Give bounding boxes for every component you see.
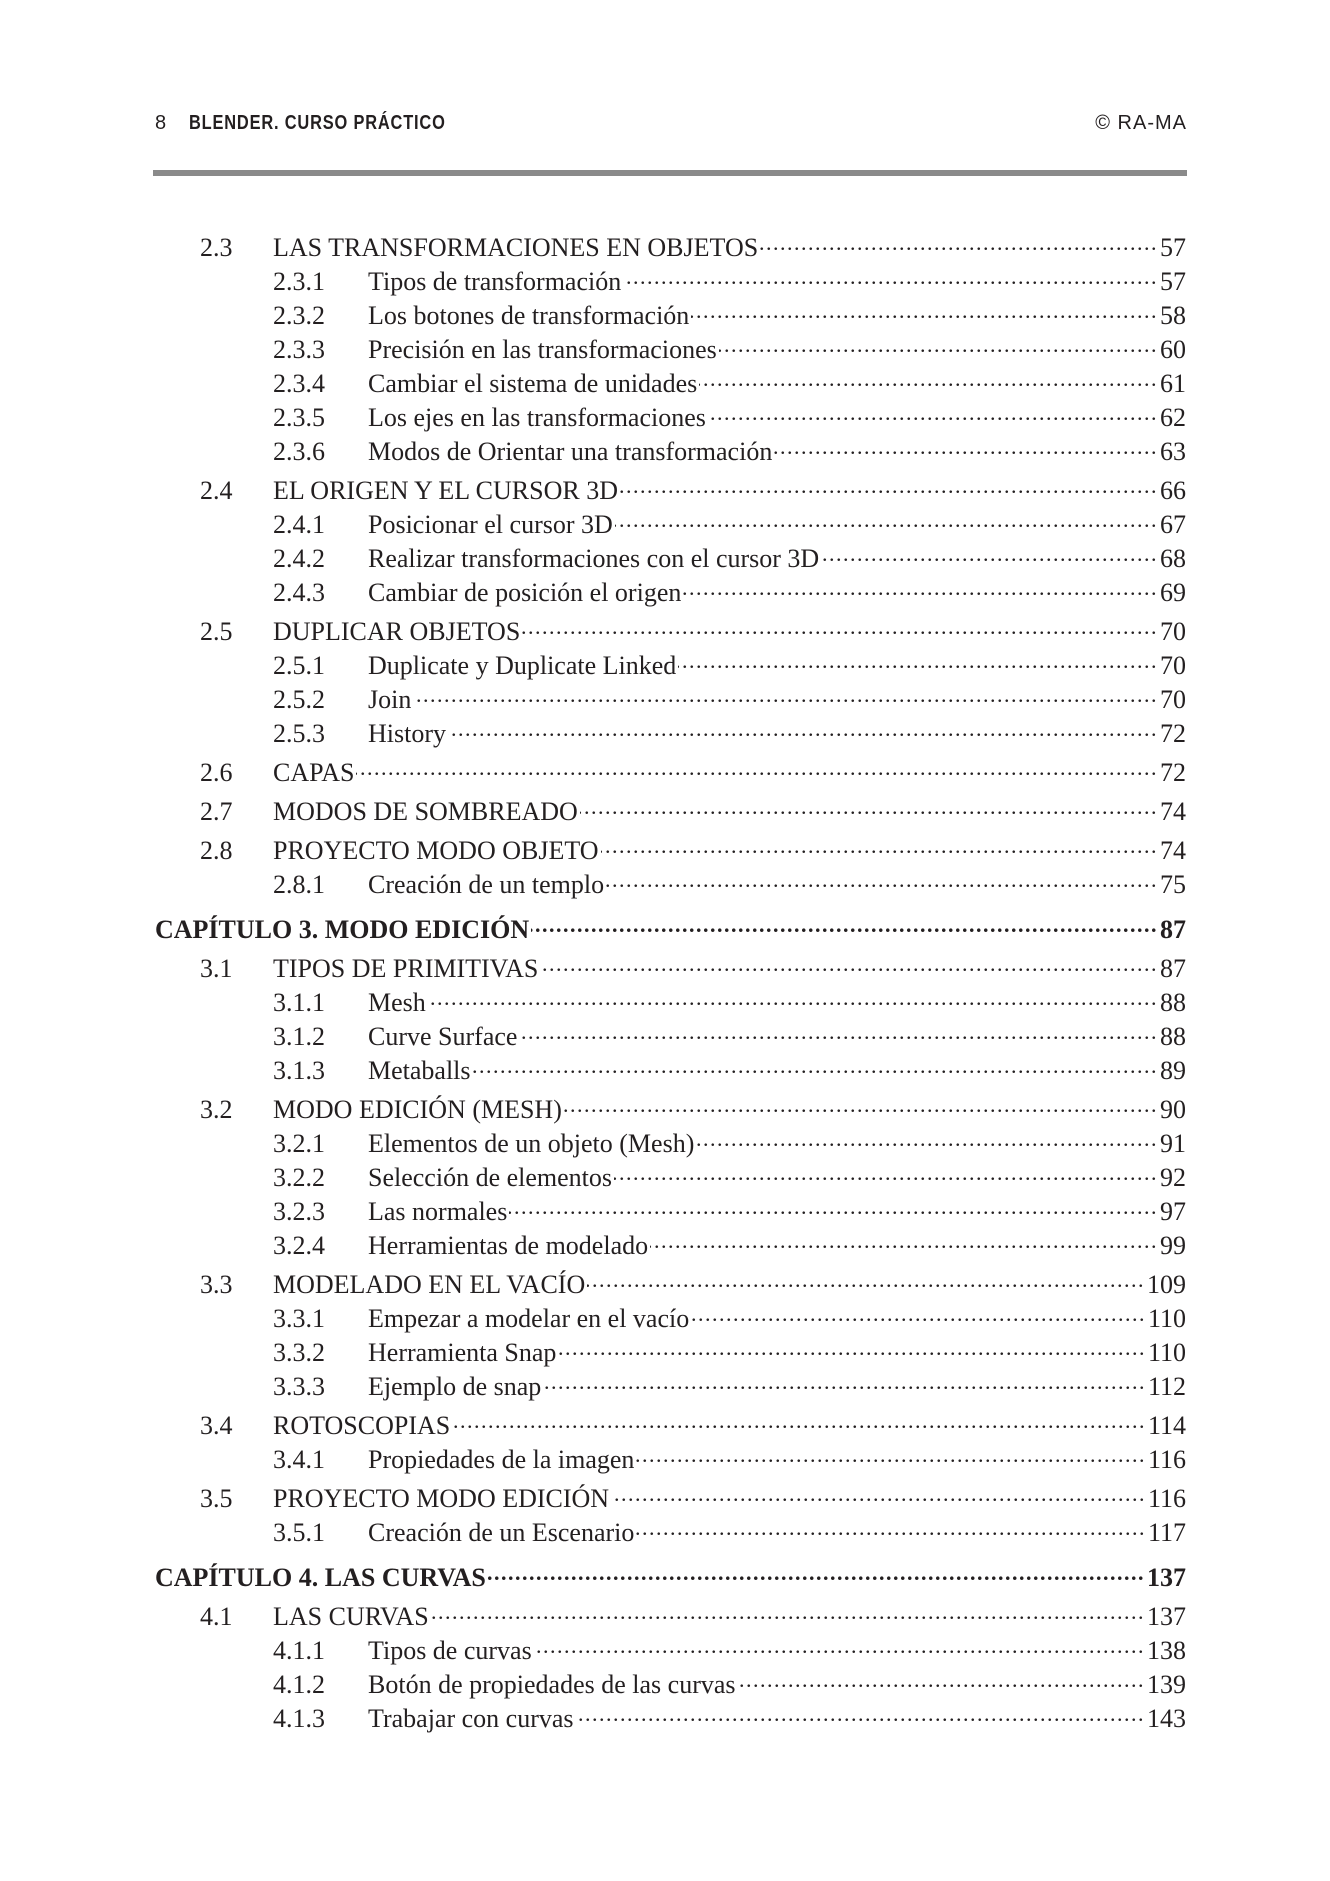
toc-entry-page: 143 (1147, 1704, 1186, 1733)
toc-entry-number: 2.4.3 (273, 578, 325, 607)
toc-entry-number: 3.1 (200, 954, 233, 983)
toc-entry (273, 430, 1186, 464)
dot-leader (606, 863, 1158, 893)
dot-leader (615, 503, 1158, 533)
dot-leader (564, 1088, 1158, 1118)
dot-leader (708, 396, 1158, 426)
toc-entry-page: 116 (1147, 1445, 1186, 1474)
toc-entry-number: 3.1.2 (273, 1022, 325, 1051)
toc-entry (273, 571, 1186, 605)
toc-entry (200, 790, 1186, 824)
toc-entry-title: MODOS DE SOMBREADO (273, 797, 578, 826)
dot-leader (509, 1190, 1158, 1220)
dot-leader (623, 260, 1158, 290)
toc-entry-page: 91 (1160, 1129, 1186, 1158)
page-number: 8 (155, 112, 168, 134)
toc-entry-number: 2.5.3 (273, 719, 325, 748)
dot-leader (580, 790, 1158, 820)
dot-leader (587, 1263, 1145, 1293)
toc-entry-page: 88 (1160, 988, 1186, 1017)
toc-entry-number: 3.2 (200, 1095, 233, 1124)
toc-entry-title: Herramientas de modelado (368, 1231, 649, 1260)
toc-entry (200, 751, 1186, 785)
toc-entry-page: 139 (1147, 1670, 1186, 1699)
toc-entry-title: Tipos de transformación (368, 267, 622, 296)
toc-entry-number: 2.3.3 (273, 335, 325, 364)
toc-entry-page: 68 (1160, 544, 1186, 573)
toc-entry-title: Metaballs (368, 1056, 471, 1085)
toc-entry-number: 4.1.2 (273, 1670, 325, 1699)
header-rule (153, 170, 1187, 176)
toc-entry-number: 4.1.3 (273, 1704, 325, 1733)
toc-entry-number: 3.3.2 (273, 1338, 325, 1367)
toc-entry-title: Curve Surface (368, 1022, 518, 1051)
toc-entry-title: Precisión en las transformaciones (368, 335, 717, 364)
toc-entry-number: 3.5.1 (273, 1518, 325, 1547)
toc-entry-page: 75 (1160, 870, 1186, 899)
toc-entry-title: Creación de un templo (368, 870, 605, 899)
toc-chapter-entry (155, 1556, 1186, 1590)
toc-entry-number: 2.3.1 (273, 267, 325, 296)
toc-entry-title: LAS TRANSFORMACIONES EN OBJETOS (273, 233, 759, 262)
toc-entry-page: 92 (1160, 1163, 1186, 1192)
toc-entry-number: 2.5.1 (273, 651, 325, 680)
toc-entry (273, 1663, 1186, 1697)
toc-entry (200, 226, 1186, 260)
toc-entry-page: 87 (1160, 954, 1186, 983)
dot-leader (760, 226, 1158, 256)
toc-entry-page: 138 (1147, 1636, 1186, 1665)
toc-entry-number: 3.1.3 (273, 1056, 325, 1085)
toc-entry (200, 1595, 1186, 1629)
toc-entry-number: 2.4.2 (273, 544, 325, 573)
toc-entry-title: Cambiar el sistema de unidades (368, 369, 698, 398)
toc-entry-title: Ejemplo de snap (368, 1372, 542, 1401)
dot-leader (696, 1122, 1158, 1152)
toc-entry (273, 1629, 1186, 1663)
toc-entry-title: MODELADO EN EL VACÍO (273, 1270, 586, 1299)
toc-entry-title: Los ejes en las transformaciones (368, 403, 706, 432)
toc-entry-page: 89 (1160, 1056, 1186, 1085)
toc-entry-number: 2.7 (200, 797, 233, 826)
dot-leader (473, 1049, 1158, 1079)
toc-entry (273, 1511, 1186, 1545)
dot-leader (683, 571, 1158, 601)
toc-entry-page: 110 (1147, 1338, 1186, 1367)
toc-entry-title: Tipos de curvas (368, 1636, 532, 1665)
toc-entry-number: 3.5 (200, 1484, 233, 1513)
toc-entry-page: 97 (1160, 1197, 1186, 1226)
toc-entry (273, 1297, 1186, 1331)
dot-leader (448, 712, 1158, 742)
book-title: BLENDER. CURSO PRÁCTICO (189, 112, 446, 134)
toc-entry-page: 72 (1160, 719, 1186, 748)
toc-entry-page: 70 (1160, 651, 1186, 680)
toc-entry (273, 260, 1186, 294)
dot-leader (522, 610, 1158, 640)
toc-entry-title: Creación de un Escenario (368, 1518, 635, 1547)
toc-entry-number: 3.2.2 (273, 1163, 325, 1192)
toc-entry (273, 1365, 1186, 1399)
dot-leader (601, 829, 1158, 859)
dot-leader (699, 362, 1158, 392)
toc-entry (273, 1015, 1186, 1049)
toc-entry-page: 90 (1160, 1095, 1186, 1124)
toc-entry-page: 70 (1160, 617, 1186, 646)
toc-entry-page: 116 (1147, 1484, 1186, 1513)
toc-entry-page: 109 (1147, 1270, 1186, 1299)
toc-entry-page: 67 (1160, 510, 1186, 539)
toc-entry-title: History (368, 719, 446, 748)
toc-entry-page: 66 (1160, 476, 1186, 505)
dot-leader (614, 1156, 1158, 1186)
toc-entry-title: Join (368, 685, 412, 714)
toc-entry-number: 3.2.4 (273, 1231, 325, 1260)
dot-leader (691, 294, 1158, 324)
toc-entry-title: MODO EDICIÓN (MESH) (273, 1095, 562, 1124)
toc-entry-title: Las normales (368, 1197, 508, 1226)
toc-entry (200, 1477, 1186, 1511)
toc-entry-title: Mesh (368, 988, 426, 1017)
dot-leader (636, 1511, 1146, 1541)
toc-entry (273, 1224, 1186, 1258)
toc-entry (273, 712, 1186, 746)
toc-entry-number: 2.6 (200, 758, 233, 787)
toc-entry (273, 1156, 1186, 1190)
dot-leader (488, 1556, 1145, 1586)
toc-entry-number: 3.2.3 (273, 1197, 325, 1226)
dot-leader (691, 1297, 1146, 1327)
toc-entry-number: 2.3.2 (273, 301, 325, 330)
toc-entry (200, 610, 1186, 644)
toc-entry-title: Duplicate y Duplicate Linked (368, 651, 677, 680)
toc-chapter-entry (155, 908, 1186, 942)
toc-entry-number: 2.3 (200, 233, 233, 262)
toc-entry-page: 60 (1160, 335, 1186, 364)
dot-leader (519, 1015, 1158, 1045)
toc-entry (200, 1263, 1186, 1297)
toc-entry-title: Modos de Orientar una transformación (368, 437, 773, 466)
toc-entry-number: 3.2.1 (273, 1129, 325, 1158)
toc-entry-page: 57 (1160, 267, 1186, 296)
toc-entry-page: 110 (1147, 1304, 1186, 1333)
toc-entry-title: Los botones de transformación (368, 301, 690, 330)
toc-entry (273, 1697, 1186, 1731)
toc-entry-number: 2.4 (200, 476, 233, 505)
toc-entry-title: Empezar a modelar en el vacío (368, 1304, 690, 1333)
dot-leader (576, 1697, 1145, 1727)
toc-entry-page: 61 (1160, 369, 1186, 398)
toc-entry (273, 1438, 1186, 1472)
publisher: © RA-MA (1095, 112, 1187, 134)
toc-entry-page: 72 (1160, 758, 1186, 787)
toc-entry-page: 112 (1147, 1372, 1186, 1401)
toc-entry (273, 1122, 1186, 1156)
toc-entry-page: 70 (1160, 685, 1186, 714)
toc-entry (273, 644, 1186, 678)
dot-leader (413, 678, 1158, 708)
dot-leader (774, 430, 1158, 460)
toc-entry-number: 3.3.1 (273, 1304, 325, 1333)
toc-entry-page: 74 (1160, 836, 1186, 865)
toc-entry-number: 2.3.4 (273, 369, 325, 398)
dot-leader (738, 1663, 1145, 1693)
toc-entry (273, 362, 1186, 396)
toc-entry (273, 294, 1186, 328)
toc-entry (200, 829, 1186, 863)
toc-entry-number: 4.1 (200, 1602, 233, 1631)
toc-entry-title: Herramienta Snap (368, 1338, 557, 1367)
toc-entry (200, 1404, 1186, 1438)
toc-entry-page: 99 (1160, 1231, 1186, 1260)
toc-entry-number: 4.1.1 (273, 1636, 325, 1665)
toc-entry-page: 137 (1147, 1563, 1186, 1592)
dot-leader (431, 1595, 1145, 1625)
running-header (155, 112, 1187, 142)
dot-leader (356, 751, 1158, 781)
toc-entry-number: 2.3.6 (273, 437, 325, 466)
dot-leader (821, 537, 1158, 567)
toc-entry-title: Propiedades de la imagen (368, 1445, 635, 1474)
dot-leader (543, 1365, 1146, 1395)
toc-entry-title: ROTOSCOPIAS (273, 1411, 451, 1440)
toc-entry-page: 87 (1160, 915, 1186, 944)
toc-entry (200, 469, 1186, 503)
toc-entry (273, 503, 1186, 537)
toc-entry-number: 2.8.1 (273, 870, 325, 899)
toc-entry (273, 863, 1186, 897)
toc-entry-title: LAS CURVAS (273, 1602, 429, 1631)
dot-leader (428, 981, 1158, 1011)
dot-leader (452, 1404, 1146, 1434)
toc-entry (273, 1049, 1186, 1083)
toc-entry-page: 114 (1147, 1411, 1186, 1440)
dot-leader (531, 908, 1158, 938)
toc-entry (273, 678, 1186, 712)
toc-entry-number: 3.3 (200, 1270, 233, 1299)
toc-entry-page: 137 (1147, 1602, 1186, 1631)
toc-entry (273, 328, 1186, 362)
toc-entry (273, 396, 1186, 430)
toc-entry-title: Trabajar con curvas (368, 1704, 574, 1733)
toc-entry-title: Selección de elementos (368, 1163, 613, 1192)
dot-leader (636, 1438, 1146, 1468)
toc-entry-page: 74 (1160, 797, 1186, 826)
toc-entry-page: 117 (1147, 1518, 1186, 1547)
toc-entry-title: PROYECTO MODO OBJETO (273, 836, 599, 865)
toc-entry-number: 3.4.1 (273, 1445, 325, 1474)
toc-entry (273, 981, 1186, 1015)
toc-entry-page: 63 (1160, 437, 1186, 466)
dot-leader (650, 1224, 1158, 1254)
toc-entry-title: Elementos de un objeto (Mesh) (368, 1129, 695, 1158)
dot-leader (558, 1331, 1146, 1361)
toc-entry (200, 947, 1186, 981)
toc-entry-title: CAPÍTULO 4. LAS CURVAS (155, 1563, 486, 1592)
toc-entry-number: 3.4 (200, 1411, 233, 1440)
toc-entry-number: 3.1.1 (273, 988, 325, 1017)
toc-entry-page: 58 (1160, 301, 1186, 330)
toc-entry-title: PROYECTO MODO EDICIÓN (273, 1484, 610, 1513)
toc-entry (273, 1190, 1186, 1224)
toc-entry-page: 88 (1160, 1022, 1186, 1051)
dot-leader (678, 644, 1158, 674)
toc-entry (273, 537, 1186, 571)
toc-entry-title: Botón de propiedades de las curvas (368, 1670, 736, 1699)
toc-entry-number: 2.5.2 (273, 685, 325, 714)
toc-entry-page: 62 (1160, 403, 1186, 432)
toc-entry-title: Posicionar el cursor 3D (368, 510, 613, 539)
toc-entry-number: 3.3.3 (273, 1372, 325, 1401)
toc-entry-number: 2.8 (200, 836, 233, 865)
toc-entry-title: Cambiar de posición el origen (368, 578, 682, 607)
dot-leader (719, 328, 1158, 358)
toc-entry-number: 2.5 (200, 617, 233, 646)
toc-entry-title: TIPOS DE PRIMITIVAS (273, 954, 539, 983)
toc-entry (273, 1331, 1186, 1365)
dot-leader (620, 469, 1158, 499)
toc-entry-title: EL ORIGEN Y EL CURSOR 3D (273, 476, 618, 505)
toc-entry-page: 57 (1160, 233, 1186, 262)
toc-entry-title: CAPAS (273, 758, 355, 787)
toc-entry-title: DUPLICAR OBJETOS (273, 617, 521, 646)
dot-leader (611, 1477, 1146, 1507)
toc-entry-page: 69 (1160, 578, 1186, 607)
dot-leader (540, 947, 1158, 977)
dot-leader (534, 1629, 1145, 1659)
toc-entry (200, 1088, 1186, 1122)
toc-entry-title: CAPÍTULO 3. MODO EDICIÓN (155, 915, 530, 944)
toc-entry-title: Realizar transformaciones con el cursor 3D (368, 544, 820, 573)
toc-entry-number: 2.3.5 (273, 403, 325, 432)
toc-entry-number: 2.4.1 (273, 510, 325, 539)
